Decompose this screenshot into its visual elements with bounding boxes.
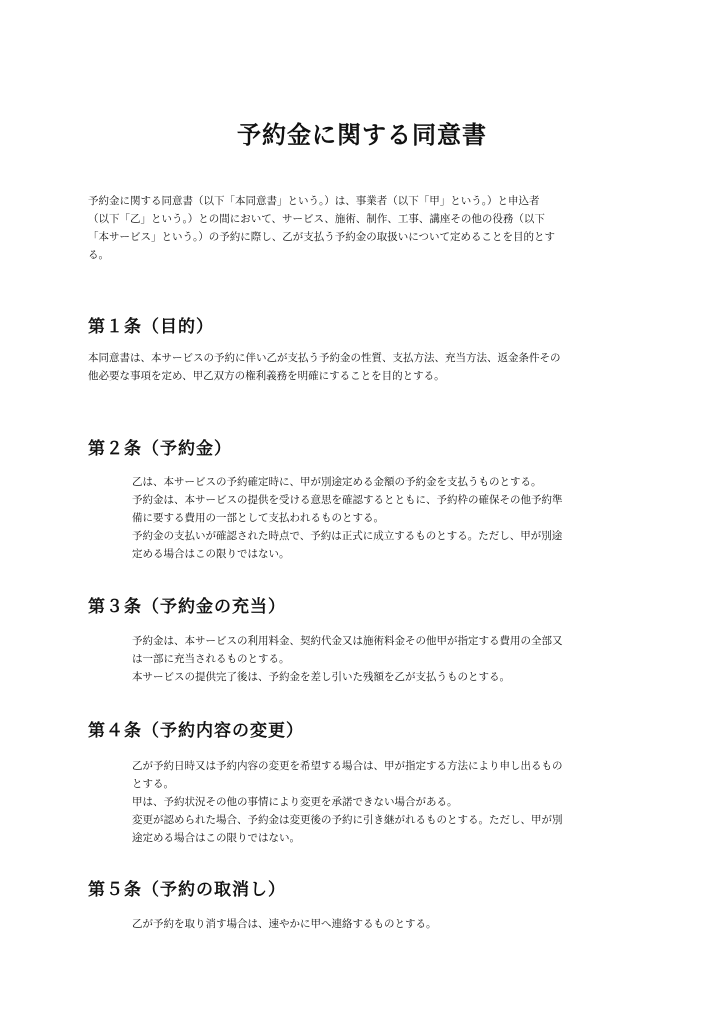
- article-3-body: 予約金は、本サービスの利用料金、契約代金又は施術料金その他甲が指定する費用の全部又 は一部に充当されるものとする。 本サービスの提供完了後は、予約金を差し引いた残額を乙が支払うものとする。: [132, 635, 563, 683]
- article-1-body: 本同意書は、本サービスの予約に伴い乙が支払う予約金の性質、支払方法、充当方法、返金条件その 他必要な事項を定め、甲乙双方の権利義務を明確にすることを目的とする。: [88, 352, 561, 382]
- article-2-body: 乙は、本サービスの予約確定時に、甲が別途定める金額の予約金を支払うものとする。 予約金は、本サービスの提供を受ける意思を確認するとともに、予約枠の確保その他予約準 備に要する費用の一部として支払われるものとする。 予約金の支払いが確認された時点で、予約は正式に成立するものとする。ただし、甲が別途 定める場合はこの限りではない。: [132, 476, 563, 560]
- article-2-heading: 第２条（予約金）: [88, 439, 232, 459]
- intro-paragraph: 予約金に関する同意書（以下「本同意書」という。）は、事業者（以下「甲」という。）と申込者 （以下「乙」という。）との間において、サービス、施術、制作、工事、講座その他の役務（以下 「本サービス」という。）の予約に際し、乙が支払う予約金の取扱いについて定めることを目的とす る。: [88, 195, 556, 261]
- article-4-heading: 第４条（予約内容の変更）: [88, 721, 304, 741]
- document-title: 予約金に関する同意書: [237, 121, 487, 149]
- article-5-heading: 第５条（予約の取消し）: [88, 880, 286, 900]
- article-3-heading: 第３条（予約金の充当）: [88, 597, 286, 617]
- article-4-body: 乙が予約日時又は予約内容の変更を希望する場合は、甲が指定する方法により申し出るもの とする。 甲は、予約状況その他の事情により変更を承諾できない場合がある。 変更が認められた場合、予約金は変更後の予約に引き継がれるものとする。ただし、甲が別 途定める場合はこの限りではない。: [132, 760, 563, 844]
- article-5-body: 乙が予約を取り消す場合は、速やかに甲へ連絡するものとする。: [132, 918, 437, 930]
- article-1-heading: 第１条（目的）: [88, 317, 214, 337]
